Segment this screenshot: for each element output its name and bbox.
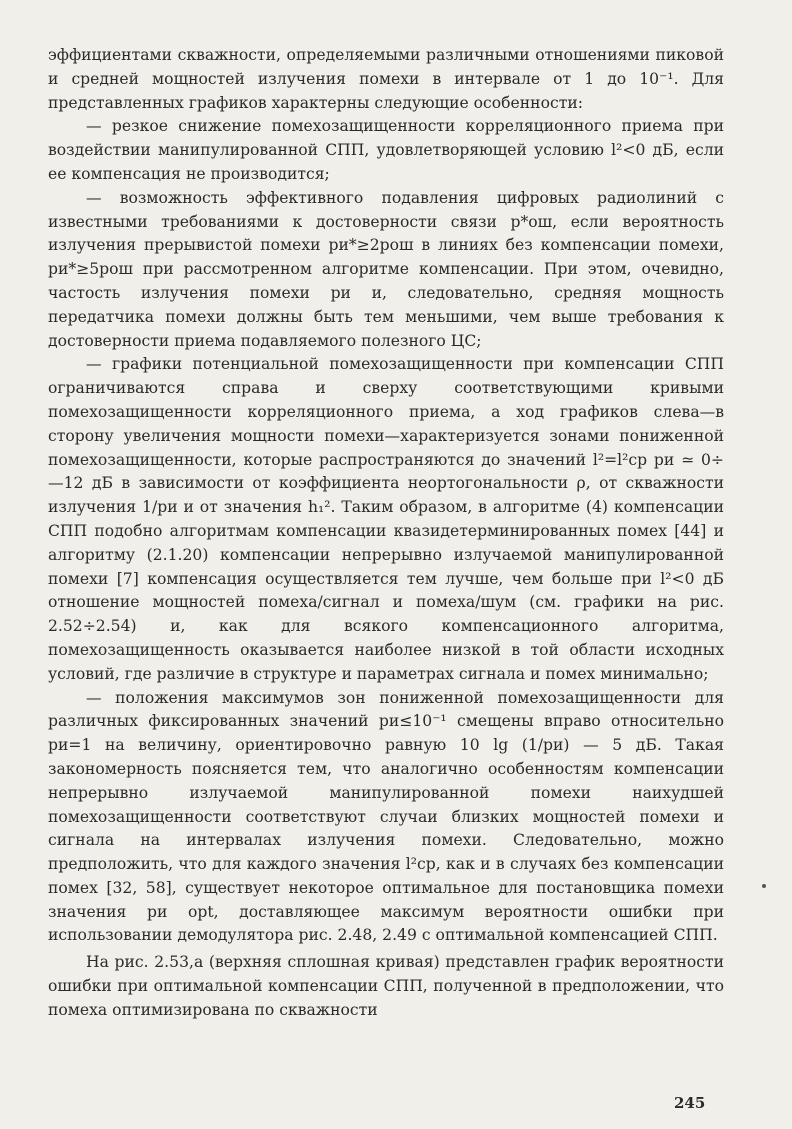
paragraph: — положения максимумов зон пониженной помехозащищенности для различных фиксированных значений pи≤10⁻¹ смещены вправо относительно pи=1 на величину, ориентировочно равную 10 lg (1/pи) — 5 дБ. Такая закономерность поясняется тем, что аналогично особенностям компенсации непрерывно излучаемой манипулированной помехи наихудшей помехозащищенности соответствуют случаи близких мощностей помехи и сигнала на интервалах излучения помехи. Следовательно, можно предположить, что для каждого значения l²ср, как и в случаях без компенсации помех [32, 58], существует некоторое оптимальное для постановщика помехи значения pи opt, доставляющее максимум вероятности ошибки при использовании демодулятора рис. 2.48, 2.49 с оптимальной компенсацией СПП. bbox=[48, 688, 724, 945]
paragraph: — графики потенциальной помехозащищенности при компенсации СПП ограничиваются справа и сверху соответствующими кривыми помехозащищенности корреляционного приема, а ход графиков слева—в сторону увеличения мощности помехи—характеризуется зонами пониженной помехозащищенности, которые распространяются до значений l²=l²ср pи ≃ 0÷ —12 дБ в зависимости от коэффициента неортогональности ρ, от скважности излучения 1/pи и от значения h₁². Таким образом, в алгоритме (4) компенсации СПП подобно алгоритмам компенсации квазидетерминированных помех [44] и алгоритму (2.1.20) компенсации непрерывно излучаемой манипулированной помехи [7] компенсация осуществляется тем лучше, чем больше при l²<0 дБ отношение мощностей помеха/сигнал и помеха/шум (см. графики на рис. 2.52÷2.54) и, как для всякого компенсационного алгоритма, помехозащищенность оказывается наиболее низкой в той области исходных условий, где различие в структуре и параметрах сигнала и помех минимально; bbox=[48, 355, 724, 683]
page-number: 245 bbox=[674, 1094, 706, 1112]
paragraph: — резкое снижение помехозащищенности корреляционного приема при воздействии манипулированной СПП, удовлетворяющей условию l²<0 дБ, если ее компенсация не производится; bbox=[48, 117, 724, 183]
paragraph: — возможность эффективного подавления цифровых радиолиний с известными требованиями к достоверности связи p*ош, если вероятность излучения прерывистой помехи pи*≥2pош в линиях без компенсации помехи, pи*≥5pош при рассмотренном алгоритме компенсации. При этом, очевидно, частость излучения помехи pи и, следовательно, средняя мощность передатчика помехи должны быть тем меньшими, чем выше требования к достоверности приема подавляемого полезного ЦС; bbox=[48, 188, 724, 350]
paragraph: На рис. 2.53,а (верхняя сплошная кривая) представлен график вероятности ошибки при оптимальной компенсации СПП, полученной в предположении, что помеха оптимизирована по скважности bbox=[48, 953, 724, 1019]
ink-speck bbox=[762, 884, 766, 888]
paragraph: эффициентами скважности, определяемыми различными отношениями пиковой и средней мощностей излучения помехи в интервале от 1 до 10⁻¹. Для представленных графиков характерны следующие особенности: bbox=[48, 46, 724, 112]
body-text bbox=[48, 44, 724, 1023]
